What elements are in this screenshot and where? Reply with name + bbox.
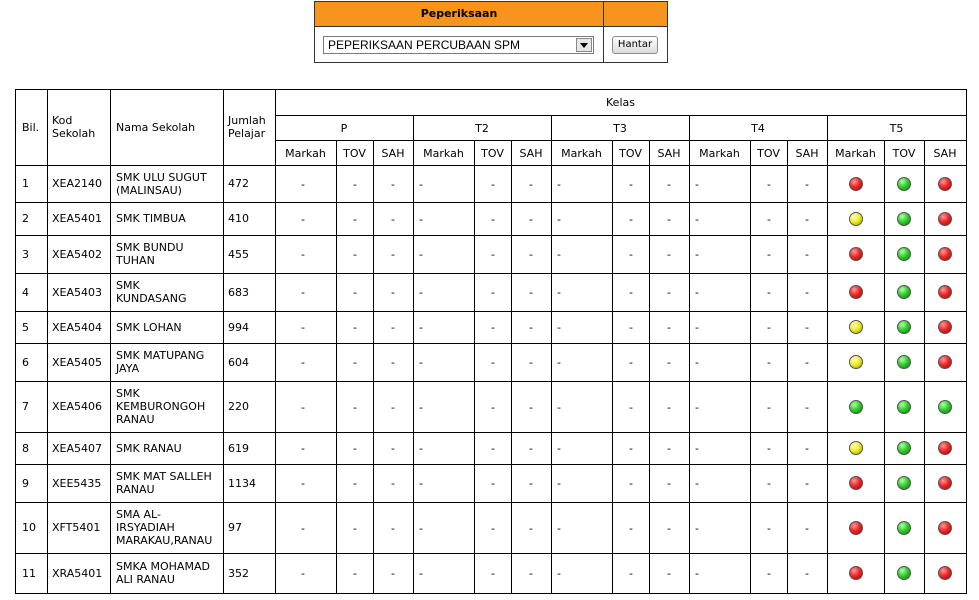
empty-cell: -	[301, 401, 305, 414]
empty-cell: -	[805, 248, 809, 261]
row-nama: SMA AL-	[116, 508, 161, 521]
row-bil: 10	[22, 521, 36, 534]
empty-cell: -	[629, 567, 633, 580]
empty-cell: -	[353, 356, 357, 369]
empty-cell: -	[805, 321, 809, 334]
grid-line	[15, 89, 967, 90]
empty-cell: -	[805, 213, 809, 226]
empty-cell: -	[353, 442, 357, 455]
grid-line	[15, 381, 967, 382]
class-header-p: P	[340, 122, 348, 135]
row-nama: SMK	[116, 279, 140, 292]
empty-cell: -	[767, 567, 771, 580]
class-header-t4: T4	[751, 122, 765, 135]
grid-line	[15, 553, 967, 554]
row-kod: XEA5402	[52, 248, 103, 261]
exam-header: Peperiksaan	[315, 2, 604, 27]
subcol-header-markah: Markah	[561, 147, 602, 160]
empty-cell: -	[805, 356, 809, 369]
empty-cell: -	[491, 356, 495, 369]
empty-cell: -	[301, 178, 305, 191]
grid-line	[15, 165, 967, 166]
empty-cell: -	[301, 286, 305, 299]
grid-line	[223, 89, 224, 594]
empty-cell: -	[695, 213, 699, 226]
row-bil: 3	[22, 248, 29, 261]
row-nama: KUNDASANG	[116, 292, 187, 305]
empty-cell: -	[529, 286, 533, 299]
empty-cell: -	[391, 178, 395, 191]
grid-line	[689, 115, 690, 594]
empty-cell: -	[767, 321, 771, 334]
empty-cell: -	[557, 477, 561, 490]
grid-line	[336, 140, 337, 594]
row-nama: JAYA	[116, 362, 140, 375]
empty-cell: -	[353, 477, 357, 490]
status-light-red-icon[interactable]	[938, 285, 952, 299]
empty-cell: -	[419, 213, 423, 226]
status-light-red-icon[interactable]	[938, 212, 952, 226]
subcol-header-markah: Markah	[835, 147, 876, 160]
exam-select[interactable]	[323, 36, 594, 54]
empty-cell: -	[391, 356, 395, 369]
empty-cell: -	[629, 248, 633, 261]
empty-cell: -	[629, 178, 633, 191]
status-light-green-icon[interactable]	[897, 521, 911, 535]
grid-line	[373, 140, 374, 594]
empty-cell: -	[767, 477, 771, 490]
grid-line	[47, 89, 48, 594]
empty-cell: -	[767, 356, 771, 369]
col-kod-header: Sekolah	[52, 127, 96, 140]
empty-cell: -	[353, 248, 357, 261]
status-light-red-icon[interactable]	[938, 355, 952, 369]
subcol-header-markah: Markah	[423, 147, 464, 160]
empty-cell: -	[491, 213, 495, 226]
row-kod: XEA2140	[52, 177, 103, 190]
exam-header-blank	[604, 2, 667, 27]
row-nama: SMK LOHAN	[116, 321, 182, 334]
empty-cell: -	[529, 401, 533, 414]
row-kod: XEA5406	[52, 400, 103, 413]
empty-cell: -	[391, 286, 395, 299]
empty-cell: -	[353, 286, 357, 299]
row-jumlah: 683	[228, 286, 249, 299]
empty-cell: -	[491, 442, 495, 455]
empty-cell: -	[529, 248, 533, 261]
empty-cell: -	[301, 213, 305, 226]
row-nama: KEMBURONGOH	[116, 400, 206, 413]
row-nama: SMK BUNDU	[116, 241, 184, 254]
grid-line	[649, 140, 650, 594]
empty-cell: -	[419, 442, 423, 455]
empty-cell: -	[557, 567, 561, 580]
empty-cell: -	[391, 567, 395, 580]
status-light-yellow-icon[interactable]	[849, 441, 863, 455]
empty-cell: -	[629, 401, 633, 414]
row-jumlah: 1134	[228, 477, 256, 490]
empty-cell: -	[529, 522, 533, 535]
row-bil: 11	[22, 567, 36, 580]
empty-cell: -	[667, 442, 671, 455]
status-light-red-icon[interactable]	[938, 566, 952, 580]
grid-line	[15, 502, 967, 503]
status-light-red-icon[interactable]	[938, 476, 952, 490]
grid-line	[884, 140, 885, 594]
submit-cell	[604, 27, 667, 62]
empty-cell: -	[695, 178, 699, 191]
empty-cell: -	[391, 248, 395, 261]
empty-cell: -	[301, 477, 305, 490]
subcol-header-sah: SAH	[933, 147, 957, 160]
empty-cell: -	[301, 522, 305, 535]
row-jumlah: 994	[228, 321, 249, 334]
empty-cell: -	[667, 321, 671, 334]
empty-cell: -	[695, 248, 699, 261]
status-light-red-icon[interactable]	[938, 320, 952, 334]
empty-cell: -	[767, 401, 771, 414]
empty-cell: -	[767, 248, 771, 261]
empty-cell: -	[419, 567, 423, 580]
row-jumlah: 410	[228, 212, 249, 225]
empty-cell: -	[667, 401, 671, 414]
empty-cell: -	[557, 321, 561, 334]
empty-cell: -	[419, 178, 423, 191]
row-bil: 2	[22, 212, 29, 225]
empty-cell: -	[695, 401, 699, 414]
empty-cell: -	[629, 321, 633, 334]
empty-cell: -	[529, 567, 533, 580]
empty-cell: -	[491, 321, 495, 334]
grid-line	[827, 115, 828, 594]
row-nama: ALI RANAU	[116, 573, 175, 586]
empty-cell: -	[557, 178, 561, 191]
empty-cell: -	[353, 321, 357, 334]
empty-cell: -	[695, 286, 699, 299]
empty-cell: -	[419, 356, 423, 369]
empty-cell: -	[695, 321, 699, 334]
exam-select-value: PEPERIKSAAN PERCUBAAN SPM	[328, 38, 521, 52]
empty-cell: -	[391, 522, 395, 535]
grid-line	[413, 115, 414, 594]
empty-cell: -	[529, 356, 533, 369]
status-light-red-icon[interactable]	[938, 441, 952, 455]
empty-cell: -	[353, 567, 357, 580]
empty-cell: -	[695, 567, 699, 580]
empty-cell: -	[353, 213, 357, 226]
empty-cell: -	[419, 477, 423, 490]
row-bil: 8	[22, 442, 29, 455]
empty-cell: -	[419, 401, 423, 414]
empty-cell: -	[805, 477, 809, 490]
empty-cell: -	[629, 356, 633, 369]
subcol-header-markah: Markah	[699, 147, 740, 160]
exam-form	[314, 1, 668, 63]
empty-cell: -	[667, 286, 671, 299]
empty-cell: -	[805, 442, 809, 455]
grid-line	[15, 235, 967, 236]
empty-cell: -	[767, 178, 771, 191]
empty-cell: -	[805, 567, 809, 580]
row-bil: 5	[22, 321, 29, 334]
empty-cell: -	[767, 213, 771, 226]
empty-cell: -	[419, 522, 423, 535]
row-kod: XEA5403	[52, 286, 103, 299]
status-light-yellow-icon[interactable]	[849, 355, 863, 369]
empty-cell: -	[557, 356, 561, 369]
empty-cell: -	[667, 178, 671, 191]
grid-line	[15, 464, 967, 465]
empty-cell: -	[767, 286, 771, 299]
row-jumlah: 604	[228, 356, 249, 369]
col-nama-header: Nama Sekolah	[116, 121, 196, 134]
empty-cell: -	[629, 477, 633, 490]
empty-cell: -	[491, 567, 495, 580]
grid-line	[551, 115, 552, 594]
col-jumlah-header: Pelajar	[228, 127, 266, 140]
status-light-green-icon[interactable]	[897, 247, 911, 261]
status-light-red-icon[interactable]	[849, 177, 863, 191]
grid-line	[275, 89, 276, 594]
empty-cell: -	[667, 213, 671, 226]
row-nama: (MALINSAU)	[116, 184, 182, 197]
row-nama: RANAU	[116, 483, 155, 496]
empty-cell: -	[667, 248, 671, 261]
empty-cell: -	[491, 522, 495, 535]
empty-cell: -	[767, 442, 771, 455]
subcol-header-sah: SAH	[381, 147, 405, 160]
row-kod: XEA5405	[52, 356, 103, 369]
empty-cell: -	[301, 567, 305, 580]
subcol-header-tov: TOV	[481, 147, 504, 160]
empty-cell: -	[667, 522, 671, 535]
status-light-red-icon[interactable]	[938, 521, 952, 535]
empty-cell: -	[667, 567, 671, 580]
grid-line	[750, 140, 751, 594]
empty-cell: -	[491, 286, 495, 299]
empty-cell: -	[301, 321, 305, 334]
grid-line	[474, 140, 475, 594]
empty-cell: -	[391, 477, 395, 490]
row-nama: SMK MAT SALLEH	[116, 470, 212, 483]
empty-cell: -	[805, 178, 809, 191]
empty-cell: -	[557, 248, 561, 261]
empty-cell: -	[391, 442, 395, 455]
row-kod: XEE5435	[52, 477, 102, 490]
status-light-green-icon[interactable]	[897, 566, 911, 580]
empty-cell: -	[529, 442, 533, 455]
empty-cell: -	[391, 401, 395, 414]
col-kod-header: Kod	[52, 114, 73, 127]
grid-line	[275, 140, 967, 141]
status-light-red-icon[interactable]	[849, 521, 863, 535]
subcol-header-tov: TOV	[619, 147, 642, 160]
empty-cell: -	[629, 213, 633, 226]
status-light-green-icon[interactable]	[897, 400, 911, 414]
empty-cell: -	[419, 321, 423, 334]
grid-line	[787, 140, 788, 594]
row-nama: SMK	[116, 387, 140, 400]
empty-cell: -	[767, 522, 771, 535]
empty-cell: -	[491, 477, 495, 490]
empty-cell: -	[695, 477, 699, 490]
empty-cell: -	[805, 286, 809, 299]
subcol-header-markah: Markah	[285, 147, 326, 160]
status-light-green-icon[interactable]	[897, 285, 911, 299]
empty-cell: -	[557, 213, 561, 226]
empty-cell: -	[805, 401, 809, 414]
row-nama: IRSYADIAH	[116, 521, 175, 534]
empty-cell: -	[491, 401, 495, 414]
empty-cell: -	[301, 248, 305, 261]
row-bil: 9	[22, 477, 29, 490]
empty-cell: -	[805, 522, 809, 535]
subcol-header-tov: TOV	[892, 147, 916, 160]
empty-cell: -	[629, 522, 633, 535]
grid-line	[511, 140, 512, 594]
empty-cell: -	[391, 321, 395, 334]
status-light-yellow-icon[interactable]	[849, 212, 863, 226]
col-jumlah-header: Jumlah	[228, 114, 266, 127]
empty-cell: -	[557, 286, 561, 299]
empty-cell: -	[353, 522, 357, 535]
grid-line	[110, 89, 111, 594]
grid-line	[612, 140, 613, 594]
subcol-header-tov: TOV	[343, 147, 366, 160]
class-header-t3: T3	[613, 122, 627, 135]
grid-line	[15, 343, 967, 344]
empty-cell: -	[529, 321, 533, 334]
grid-line	[15, 593, 967, 594]
status-light-red-icon[interactable]	[849, 247, 863, 261]
class-header-t5: T5	[889, 122, 904, 135]
status-light-green-icon[interactable]	[897, 476, 911, 490]
status-light-red-icon[interactable]	[849, 285, 863, 299]
row-nama: SMK ULU SUGUT	[116, 171, 207, 184]
row-kod: XEA5404	[52, 321, 103, 334]
status-light-green-icon[interactable]	[897, 212, 911, 226]
empty-cell: -	[557, 442, 561, 455]
row-bil: 6	[22, 356, 29, 369]
row-jumlah: 619	[228, 442, 249, 455]
chevron-down-icon[interactable]	[576, 38, 592, 52]
grid-line	[15, 202, 967, 203]
empty-cell: -	[629, 286, 633, 299]
col-bil-header: Bil.	[22, 121, 40, 134]
empty-cell: -	[557, 522, 561, 535]
row-jumlah: 97	[228, 521, 242, 534]
empty-cell: -	[667, 477, 671, 490]
empty-cell: -	[557, 401, 561, 414]
row-jumlah: 455	[228, 248, 249, 261]
row-jumlah: 220	[228, 400, 249, 413]
status-light-red-icon[interactable]	[849, 566, 863, 580]
row-kod: XFT5401	[52, 521, 101, 534]
col-kelas-header: Kelas	[606, 96, 635, 109]
row-nama: RANAU	[116, 413, 155, 426]
empty-cell: -	[301, 356, 305, 369]
status-light-green-icon[interactable]	[897, 441, 911, 455]
status-light-green-icon[interactable]	[849, 400, 863, 414]
row-kod: XEA5407	[52, 442, 103, 455]
grid-line	[15, 432, 967, 433]
status-light-red-icon[interactable]	[938, 177, 952, 191]
row-nama: TUHAN	[116, 254, 155, 267]
grid-line	[15, 273, 967, 274]
submit-button[interactable]: Hantar	[612, 36, 658, 54]
empty-cell: -	[491, 248, 495, 261]
empty-cell: -	[529, 213, 533, 226]
status-light-green-icon[interactable]	[897, 320, 911, 334]
status-light-red-icon[interactable]	[849, 476, 863, 490]
status-light-green-icon[interactable]	[897, 355, 911, 369]
subcol-header-sah: SAH	[795, 147, 819, 160]
row-jumlah: 352	[228, 567, 249, 580]
empty-cell: -	[391, 213, 395, 226]
row-bil: 1	[22, 177, 29, 190]
status-light-red-icon[interactable]	[938, 247, 952, 261]
status-light-green-icon[interactable]	[897, 177, 911, 191]
row-jumlah: 472	[228, 177, 249, 190]
empty-cell: -	[419, 286, 423, 299]
empty-cell: -	[667, 356, 671, 369]
empty-cell: -	[529, 178, 533, 191]
row-bil: 7	[22, 400, 29, 413]
empty-cell: -	[529, 477, 533, 490]
empty-cell: -	[629, 442, 633, 455]
subcol-header-sah: SAH	[657, 147, 681, 160]
status-light-green-icon[interactable]	[938, 400, 952, 414]
class-header-t2: T2	[475, 122, 489, 135]
empty-cell: -	[353, 178, 357, 191]
empty-cell: -	[301, 442, 305, 455]
empty-cell: -	[695, 522, 699, 535]
subcol-header-sah: SAH	[519, 147, 543, 160]
empty-cell: -	[695, 356, 699, 369]
subcol-header-tov: TOV	[757, 147, 780, 160]
status-light-yellow-icon[interactable]	[849, 320, 863, 334]
row-nama: SMKA MOHAMAD	[116, 560, 210, 573]
exam-select-cell	[315, 27, 604, 62]
row-bil: 4	[22, 286, 29, 299]
row-nama: SMK RANAU	[116, 442, 182, 455]
row-nama: SMK MATUPANG	[116, 349, 205, 362]
grid-line	[15, 311, 967, 312]
empty-cell: -	[419, 248, 423, 261]
empty-cell: -	[353, 401, 357, 414]
row-nama: SMK TIMBUA	[116, 212, 186, 225]
row-kod: XRA5401	[52, 567, 103, 580]
grid-line	[275, 115, 967, 116]
grid-line	[924, 140, 925, 594]
empty-cell: -	[491, 178, 495, 191]
row-nama: MARAKAU,RANAU	[116, 534, 213, 547]
row-kod: XEA5401	[52, 212, 103, 225]
empty-cell: -	[695, 442, 699, 455]
